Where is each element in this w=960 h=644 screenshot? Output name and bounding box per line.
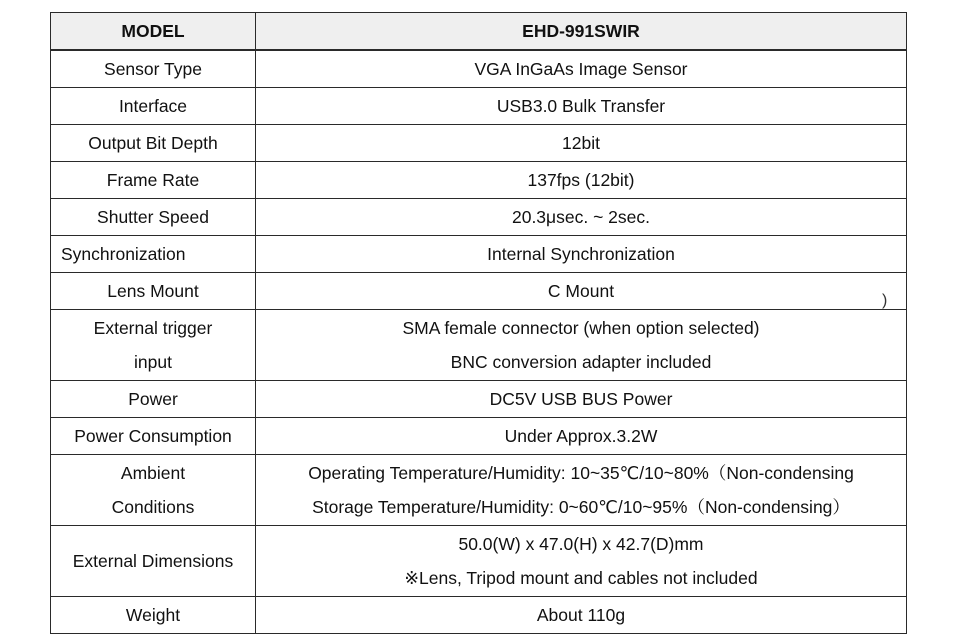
row-label: External trigger input [51, 310, 256, 381]
row-label: Lens Mount [51, 273, 256, 310]
row-label: External Dimensions [51, 526, 256, 597]
row-label: Power Consumption [51, 418, 256, 455]
row-label: Shutter Speed [51, 199, 256, 236]
row-value: Internal Synchronization [256, 236, 907, 273]
row-label: Output Bit Depth [51, 125, 256, 162]
stray-mark: ) [882, 292, 888, 309]
header-model-value: EHD-991SWIR [256, 13, 907, 51]
spec-table [50, 12, 907, 634]
table-row [51, 381, 907, 418]
row-value: Operating Temperature/Humidity: 10~35℃/10~80%（Non-condensing Storage Temperature/Humidity: 0~60℃/10~95%（Non-condensing） [256, 455, 907, 526]
table-row [51, 526, 907, 597]
row-value: VGA InGaAs Image Sensor [256, 50, 907, 88]
table-row [51, 125, 907, 162]
row-label: Interface [51, 88, 256, 125]
table-row [51, 418, 907, 455]
row-value: About 110g [256, 597, 907, 634]
row-value: 137fps (12bit) [256, 162, 907, 199]
table-row [51, 199, 907, 236]
row-value: SMA female connector (when option selected) BNC conversion adapter included [256, 310, 907, 381]
row-label: Frame Rate [51, 162, 256, 199]
row-value: 20.3μsec. ~ 2sec. [256, 199, 907, 236]
row-label: Weight [51, 597, 256, 634]
row-value: 50.0(W) x 47.0(H) x 42.7(D)mm ※Lens, Tripod mount and cables not included [256, 526, 907, 597]
row-label: Sensor Type [51, 50, 256, 88]
row-value: 12bit [256, 125, 907, 162]
row-label: Power [51, 381, 256, 418]
table-row [51, 273, 907, 310]
table-row [51, 236, 907, 273]
table-row [51, 162, 907, 199]
table-row [51, 455, 907, 526]
table-header-row [51, 13, 907, 51]
row-label: Synchronization [51, 236, 256, 273]
table-row [51, 88, 907, 125]
row-value: Under Approx.3.2W [256, 418, 907, 455]
row-value: USB3.0 Bulk Transfer [256, 88, 907, 125]
table-row [51, 50, 907, 88]
table-row [51, 310, 907, 381]
row-value: C Mount [256, 273, 907, 310]
header-model-label: MODEL [51, 13, 256, 51]
table-row [51, 597, 907, 634]
row-label: Ambient Conditions [51, 455, 256, 526]
row-value: DC5V USB BUS Power [256, 381, 907, 418]
